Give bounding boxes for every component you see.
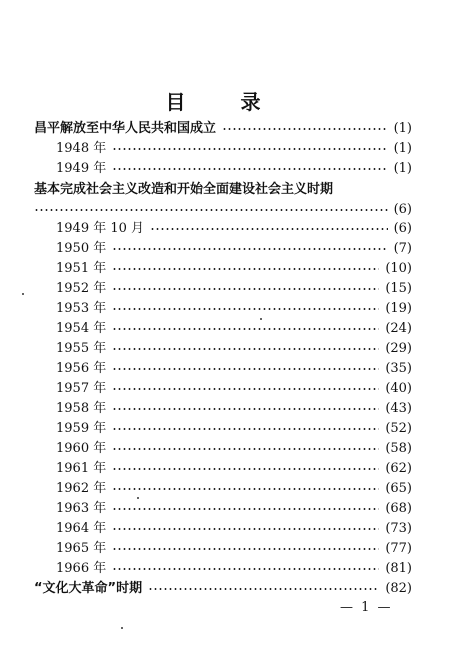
toc-label: 1948 年	[56, 141, 107, 156]
toc-row	[56, 359, 412, 379]
toc-section-row	[34, 180, 412, 200]
toc-label: 1963 年	[56, 501, 107, 516]
toc-label: 1955 年	[56, 341, 107, 356]
toc-label: 1966 年	[56, 561, 107, 576]
toc-label: 1961 年	[56, 461, 107, 476]
toc-row	[56, 419, 412, 439]
toc-row	[56, 259, 412, 279]
toc-page-number: (65)	[385, 481, 412, 496]
toc-label: 1965 年	[56, 541, 107, 556]
toc-row	[56, 239, 412, 259]
toc-label: 1949 年 10 月	[56, 221, 145, 236]
toc-label: 1949 年	[56, 161, 107, 176]
toc-page-number: (62)	[385, 461, 412, 476]
toc-page-number: (29)	[385, 341, 412, 356]
toc-page-number: (1)	[393, 161, 412, 176]
leader-dots	[112, 488, 379, 490]
toc-page-number: (24)	[385, 321, 412, 336]
toc-page-number: (82)	[385, 581, 412, 596]
toc-row	[56, 319, 412, 339]
toc-row	[56, 379, 412, 399]
leader-dots	[112, 568, 379, 570]
toc-page-number: (58)	[385, 441, 412, 456]
toc-label: 1958 年	[56, 401, 107, 416]
page-title: 目 录	[165, 90, 285, 114]
toc-page-number: (43)	[385, 401, 412, 416]
toc-page-number: (35)	[385, 361, 412, 376]
toc-page-number: (1)	[393, 141, 412, 156]
leader-dots	[112, 468, 379, 470]
leader-dots	[112, 328, 379, 330]
leader-dots	[112, 168, 387, 170]
toc-continuation-row	[34, 200, 412, 220]
toc-label: 昌平解放至中华人民共和国成立	[34, 121, 217, 136]
leader-dots	[112, 368, 379, 370]
toc-row	[56, 479, 412, 499]
scan-speck	[121, 627, 123, 629]
toc-page-number: (15)	[385, 281, 412, 296]
toc-page-number: (77)	[385, 541, 412, 556]
leader-dots	[112, 308, 379, 310]
toc-row	[56, 219, 412, 239]
leader-dots	[34, 209, 388, 211]
leader-dots	[112, 408, 379, 410]
toc-label: 1952 年	[56, 281, 107, 296]
leader-dots	[112, 148, 387, 150]
toc-row	[56, 499, 412, 519]
toc-label: 1957 年	[56, 381, 107, 396]
toc-page-number: (6)	[393, 202, 412, 217]
toc-row	[56, 519, 412, 539]
leader-dots	[112, 388, 379, 390]
toc-row	[56, 279, 412, 299]
toc-label: 1956 年	[56, 361, 107, 376]
toc-section-row	[34, 579, 412, 599]
toc-page-number: (6)	[393, 221, 412, 236]
toc-label: “文化大革命”时期	[34, 581, 143, 596]
leader-dots	[148, 588, 379, 590]
leader-dots	[112, 528, 379, 530]
toc-page-number: (19)	[385, 301, 412, 316]
toc-row	[56, 459, 412, 479]
toc-label: 1950 年	[56, 241, 107, 256]
leader-dots	[150, 228, 388, 230]
toc-page-number: (73)	[385, 521, 412, 536]
toc-row	[56, 559, 412, 579]
toc-row	[56, 439, 412, 459]
toc-page-number: (68)	[385, 501, 412, 516]
scan-speck	[260, 318, 262, 320]
toc-page-number: (81)	[385, 561, 412, 576]
leader-dots	[112, 268, 379, 270]
leader-dots	[112, 448, 379, 450]
toc-label: 1962 年	[56, 481, 107, 496]
page-number-footer: — 1 —	[340, 600, 393, 615]
toc-page-number: (1)	[393, 121, 412, 136]
toc-label: 基本完成社会主义改造和开始全面建设社会主义时期	[34, 182, 334, 197]
leader-dots	[112, 248, 387, 250]
toc-row	[56, 539, 412, 559]
toc-page-number: (40)	[385, 381, 412, 396]
leader-dots	[112, 288, 379, 290]
toc-page-number: (7)	[393, 241, 412, 256]
toc-row	[56, 139, 412, 159]
scan-speck	[22, 293, 24, 295]
leader-dots	[112, 548, 379, 550]
toc-label: 1954 年	[56, 321, 107, 336]
scan-speck	[137, 497, 139, 499]
toc-label: 1959 年	[56, 421, 107, 436]
toc-page-number: (52)	[385, 421, 412, 436]
leader-dots	[112, 348, 379, 350]
toc-label: 1964 年	[56, 521, 107, 536]
leader-dots	[112, 508, 379, 510]
leader-dots	[112, 428, 379, 430]
toc-label: 1960 年	[56, 441, 107, 456]
toc-label: 1953 年	[56, 301, 107, 316]
toc-row	[56, 159, 412, 179]
toc-row	[56, 299, 412, 319]
toc-row	[56, 339, 412, 359]
toc-label: 1951 年	[56, 261, 107, 276]
toc-page-number: (10)	[385, 261, 412, 276]
leader-dots	[222, 128, 388, 130]
toc-section-row	[34, 119, 412, 139]
toc-row	[56, 399, 412, 419]
